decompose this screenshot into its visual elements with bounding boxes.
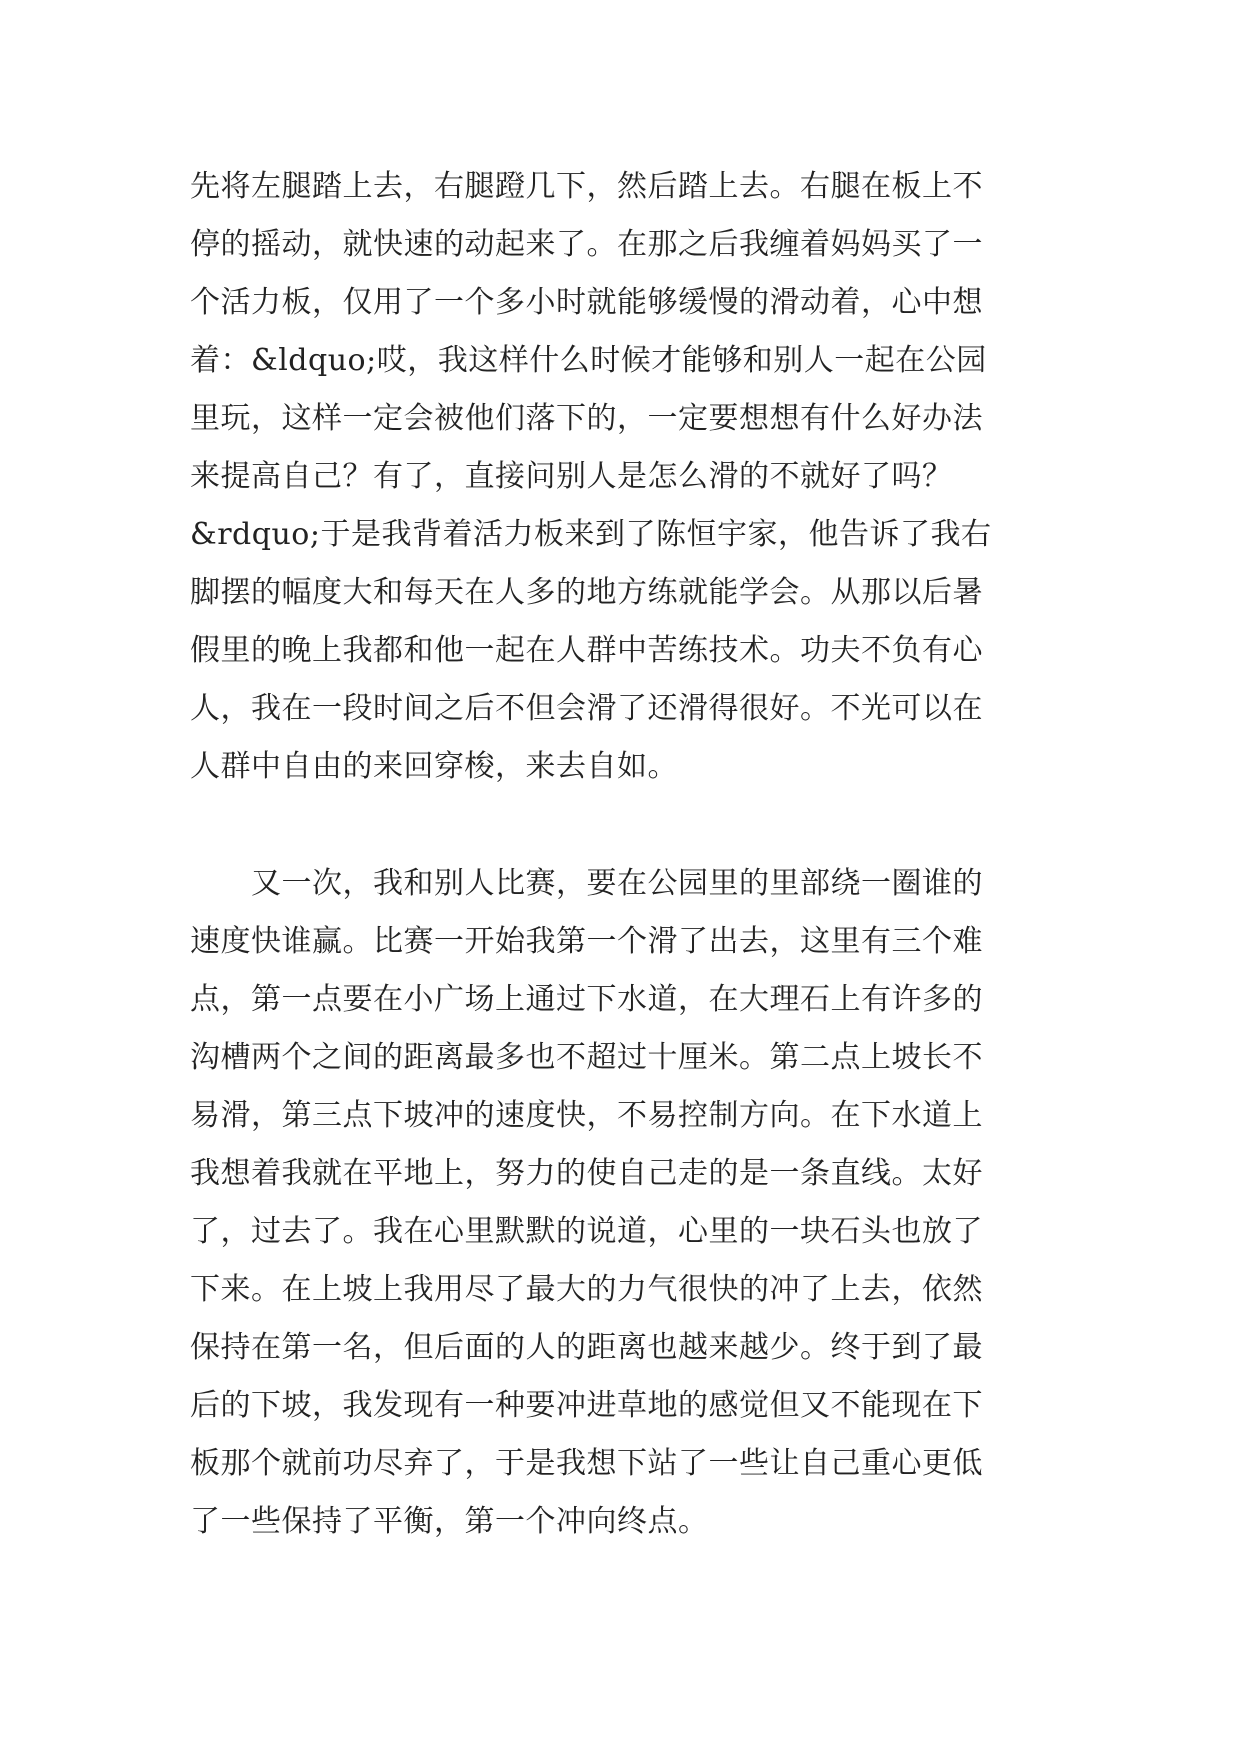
paragraph-line: 我想着我就在平地上，努力的使自己走的是一条直线。太好 bbox=[190, 1156, 983, 1191]
paragraph-line: 先将左腿踏上去，右腿蹬几下，然后踏上去。右腿在板上不 bbox=[190, 169, 983, 204]
paragraph-line: 了一些保持了平衡，第一个冲向终点。 bbox=[190, 1504, 709, 1539]
paragraph-line: 保持在第一名，但后面的人的距离也越来越少。终于到了最 bbox=[190, 1330, 983, 1365]
paragraph-line: 沟槽两个之间的距离最多也不超过十厘米。第二点上坡长不 bbox=[190, 1040, 983, 1075]
paragraph-line: 易滑，第三点下坡冲的速度快，不易控制方向。在下水道上 bbox=[190, 1098, 983, 1133]
paragraph-line: 人，我在一段时间之后不但会滑了还滑得很好。不光可以在 bbox=[190, 691, 983, 726]
paragraph-line: 下来。在上坡上我用尽了最大的力气很快的冲了上去，依然 bbox=[190, 1272, 983, 1307]
paragraph-line: 人群中自由的来回穿梭，来去自如。 bbox=[190, 749, 678, 784]
paragraph-line: 来提高自己？有了，直接问别人是怎么滑的不就好了吗？ bbox=[190, 459, 953, 494]
paragraph-line: 点，第一点要在小广场上通过下水道，在大理石上有许多的 bbox=[190, 982, 983, 1017]
paragraph-line: 又一次，我和别人比赛，要在公园里的里部绕一圈谁的 bbox=[190, 866, 983, 901]
paragraph-line: 个活力板，仅用了一个多小时就能够缓慢的滑动着，心中想 bbox=[190, 285, 983, 320]
paragraph-line: 速度快谁赢。比赛一开始我第一个滑了出去，这里有三个难 bbox=[190, 924, 983, 959]
paragraph-line: 板那个就前功尽弃了，于是我想下站了一些让自己重心更低 bbox=[190, 1446, 983, 1481]
paragraph-1 bbox=[190, 158, 1052, 796]
paragraph-line: 假里的晚上我都和他一起在人群中苦练技术。功夫不负有心 bbox=[190, 633, 983, 668]
paragraph-2 bbox=[190, 855, 1052, 1551]
paragraph-line: 停的摇动，就快速的动起来了。在那之后我缠着妈妈买了一 bbox=[190, 227, 983, 262]
paragraph-line: 了，过去了。我在心里默默的说道，心里的一块石头也放了 bbox=[190, 1214, 983, 1249]
paragraph-line: 里玩，这样一定会被他们落下的，一定要想想有什么好办法 bbox=[190, 401, 983, 436]
paragraph-line: &rdquo;于是我背着活力板来到了陈恒宇家，他告诉了我右 bbox=[190, 517, 992, 552]
paragraph-line: 脚摆的幅度大和每天在人多的地方练就能学会。从那以后暑 bbox=[190, 575, 983, 610]
paragraph-line: 着：&ldquo;哎，我这样什么时候才能够和别人一起在公园 bbox=[190, 343, 987, 378]
paragraph-line: 后的下坡，我发现有一种要冲进草地的感觉但又不能现在下 bbox=[190, 1388, 983, 1423]
